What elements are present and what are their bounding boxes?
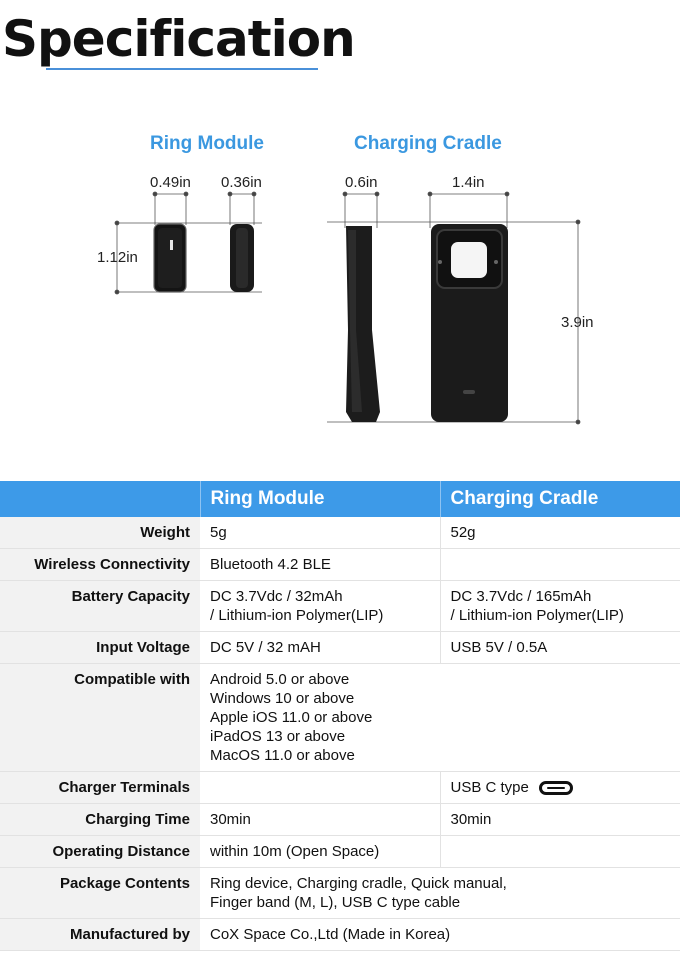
ring-height-label: 1.12in: [97, 249, 138, 266]
row-label: Compatible with: [0, 664, 200, 772]
table-row-input-voltage: [0, 632, 680, 664]
ring-value: [200, 804, 440, 836]
ring-value: [200, 632, 440, 664]
value-line: 5g: [210, 524, 227, 541]
value-line: Android 5.0 or above: [210, 671, 350, 688]
charging-cradle-label: Charging Cradle: [354, 133, 502, 154]
ring-value: [200, 581, 440, 632]
ring-width-label: 0.49in: [150, 174, 191, 191]
cradle-value: [440, 772, 680, 804]
ring-value: [200, 836, 440, 868]
header-ring-module: Ring Module: [200, 481, 440, 517]
ring-module-label: Ring Module: [150, 133, 264, 154]
table-row-manufactured-by: [0, 919, 680, 951]
header-blank-cell: [0, 481, 200, 517]
cradle-value: [440, 581, 680, 632]
table-row-charger-terminals: [0, 772, 680, 804]
cradle-value: [440, 517, 680, 549]
table-row-battery: [0, 581, 680, 632]
ring-depth-label: 0.36in: [221, 174, 262, 191]
row-label: Manufactured by: [0, 919, 200, 951]
cradle-width-label: 1.4in: [452, 174, 485, 191]
cradle-value: [440, 549, 680, 581]
row-label: Charging Time: [0, 804, 200, 836]
header-charging-cradle: Charging Cradle: [440, 481, 680, 517]
span-value: [200, 919, 680, 951]
cradle-depth-label: 0.6in: [345, 174, 378, 191]
table-row-weight: [0, 517, 680, 549]
value-line: DC 3.7Vdc / 165mAh: [450, 588, 592, 605]
cradle-value: [440, 836, 680, 868]
row-label: Charger Terminals: [0, 772, 200, 804]
table-row-operating-distance: [0, 836, 680, 868]
cradle-height-label: 3.9in: [561, 314, 594, 331]
table-row-charging-time: [0, 804, 680, 836]
value-line: USB C type: [450, 779, 529, 796]
table-row-wireless: [0, 549, 680, 581]
value-line: 30min: [450, 811, 492, 828]
product-dimension-figure: [0, 0, 680, 470]
value-line: CoX Space Co.,Ltd (Made in Korea): [210, 926, 451, 943]
cradle-value: [440, 632, 680, 664]
usb-c-port-icon: [539, 781, 573, 795]
ring-value: [200, 772, 440, 804]
span-value: [200, 664, 680, 772]
value-line: 52g: [450, 524, 476, 541]
row-label: Battery Capacity: [0, 581, 200, 632]
spec-table: [0, 481, 680, 951]
ring-value: [200, 517, 440, 549]
value-line: 30min: [210, 811, 251, 828]
row-label: Package Contents: [0, 868, 200, 919]
value-line: Windows 10 or above: [210, 690, 355, 707]
row-label: Wireless Connectivity: [0, 549, 200, 581]
value-line: MacOS 11.0 or above: [210, 747, 355, 764]
ring-value: [200, 549, 440, 581]
span-value: [200, 868, 680, 919]
cradle-value: [440, 804, 680, 836]
value-line: Ring device, Charging cradle, Quick manual,: [210, 875, 507, 892]
value-line: Apple iOS 11.0 or above: [210, 709, 373, 726]
row-label: Weight: [0, 517, 200, 549]
table-row-package-contents: [0, 868, 680, 919]
value-line: / Lithium-ion Polymer(LIP): [210, 607, 384, 624]
value-line: iPadOS 13 or above: [210, 728, 346, 745]
value-line: Finger band (M, L), USB C type cable: [210, 894, 461, 911]
value-line: Bluetooth 4.2 BLE: [210, 556, 331, 573]
table-header-row: [0, 481, 680, 517]
row-label: Operating Distance: [0, 836, 200, 868]
value-line: within 10m (Open Space): [210, 843, 380, 860]
table-row-compatible: [0, 664, 680, 772]
value-line: DC 5V / 32 mAH: [210, 639, 321, 656]
page-title: Specification: [2, 10, 355, 68]
value-line: USB 5V / 0.5A: [450, 639, 548, 656]
value-line: DC 3.7Vdc / 32mAh: [210, 588, 343, 605]
row-label: Input Voltage: [0, 632, 200, 664]
value-line: / Lithium-ion Polymer(LIP): [450, 607, 624, 624]
